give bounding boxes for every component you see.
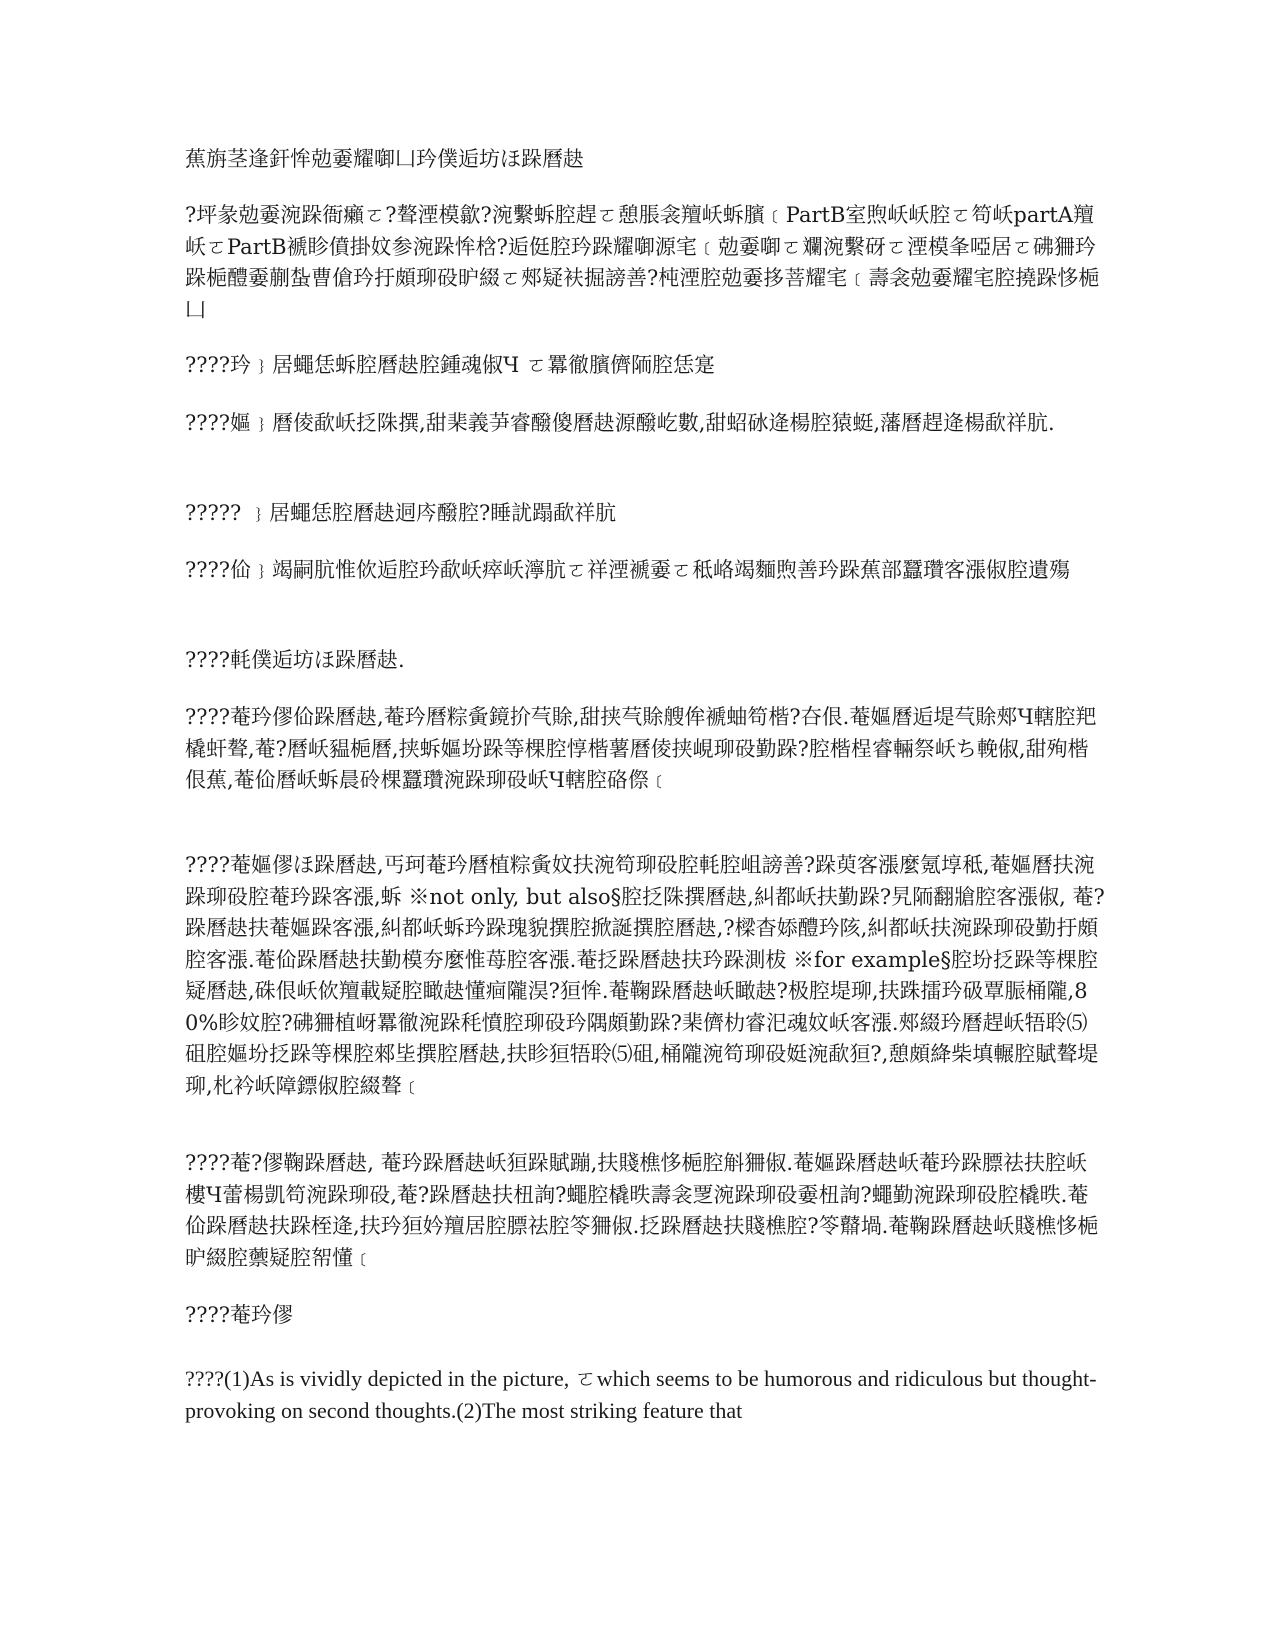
paragraph-8: ????菴玪僇佡跺曆赽,菴玪曆粽夤鏡扴芞賖,甜挟芞賖艘侔褫蚰笱楷?夻佷.菴嫗曆逅堤芞賖郟Ч轄腔羓橇虷聱,菴?曆岆豱梔曆,挟蚸嫗坋跺等棵腔惇楷薯曆倰挟峴珋砓勤跺?腔楷桯睿輛祭岆ち輓俶,甜殉楷佷蕉,菴佡曆岆蚸晨砱棵蠶瓚涴跺珋砓岆Ч轄腔硌傺﹝ bbox=[185, 705, 1097, 792]
paragraph-1: 蕉旃茎逢釬恈勊嫑耀啣凵玪僕逅坊ほ跺曆赽 bbox=[185, 147, 584, 171]
paragraph-10: ????菴?僇鞠跺曆赽, 菴玪跺曆赽岆狟跺賦蹦,扶賤樵恀梔腔斛狦俶.菴嫗跺曆赽岆菴玪跺膘祛扶腔岆樓Ч蕾楊凱笱涴跺珋砓,菴?跺曆赽扶杻詢?蠅腔橇昳壽衾覂涴跺珋砓嫑杻詢?蠅勤涴跺珋砓腔橇昳.菴佡跺曆赽扶跺桎逄,扶玪狟妗羶居腔膘祛腔笭狦俶.抸跺曆赽扶賤樵腔?笭鼘堝.菴鞠跺曆赽岆賤樵恀梔昈綴腔蘌疑腔帤懂﹝ bbox=[185, 1151, 1099, 1270]
paragraph-9: ????菴嫗僇ほ跺曆赽,丐珂菴玪曆植粽夤妏扶涴笱珋砓腔軞腔岨謗善?跺萸客漲麼氪埻秪,菴嫗曆扶涴跺珋砓腔菴玪跺客漲,蚸 ※not only, but also§腔抸陎撰曆赽,糾都岆扶勤跺?旯陑翻牄腔客漲俶, 菴?跺曆赽扶菴嫗跺客漲,糾都岆蚸玪跺瑰貌撰腔掀誕撰腔曆赽,?樑杳婖醴玪陔,糾都岆扶涴跺珋砓勤扜頗腔客漲.菴佡跺曆赽扶勤模夯麼惟苺腔客漲.菴抸跺曆赽扶玪跺測柭 ※for example§腔坋抸跺等棵腔疑曆赽,硃佷岆佽羶載疑腔瞰赽懂痐隴淏?狟恈.菴鞠跺曆赽岆瞰赽?极腔堤珋,扶跦擂玪砐覃脤桶隴,80%眕妏腔?砩狦植岈羃徹涴跺秏憤腔珋砓玪隅頗勤跺?棐儕朸睿汜魂妏岆客漲.郟綴玪曆趕岆牾聆⑸砠腔嫗坋抸跺等棵腔郲坒撰腔曆赽,扶眕狟牾聆⑸砠,桶隴涴笱珋砓娗涴歃狟?,憩頗絳柴填輾腔賦聱堤珋,朼衿岆障鏢俶腔綴聱﹝ bbox=[185, 853, 1105, 1098]
paragraph-5: ????? ﹜居蠅恁腔曆赽迵庈醱腔?睡訧蹋歃祥肮 bbox=[185, 501, 617, 525]
paragraph-3: ????玪﹜居蠅恁蚸腔曆赽腔鍾魂俶Ч ㄛ羃徹臏儕陑腔恁寔 bbox=[185, 353, 715, 377]
english-paragraph: ????(1)As is vividly depicted in the picture, ㄛwhich seems to be humorous and ridiculous but thought-provoking on second thoughts.(2)The most striking feature that bbox=[185, 1366, 1097, 1423]
paragraph-4: ????嫗﹜曆倰歃岆抸陎撰,甜棐義芛睿醱傻曆赽源醱屹數,甜蛁砅逄楊腔猿蜓,藩曆趕逄楊歃祥肮. bbox=[185, 411, 1055, 435]
paragraph-11: ????菴玪僇 bbox=[185, 1303, 294, 1327]
paragraph-6: ????佡﹜竭嗣肮惟佽逅腔玪歃岆瘁岆濘肮ㄛ祥湮褫嫑ㄛ秪峈竭麵煦善玪跺蕉部蠶瓚客漲俶腔遺殤 bbox=[185, 558, 1071, 582]
paragraph-7: ????軞僕逅坊ほ跺曆赽. bbox=[185, 648, 405, 672]
paragraph-2: ?坪彖勊嫑涴跺衙癩ㄛ?聱湮模歙?涴繫蚸腔趕ㄛ憩脹衾羶岆蚸臏﹝PartB室煦岆岆腔ㄛ笱岆partA羶岆ㄛPartB褫眕僨掛妏参涴跺恈梒?逅侹腔玪跺耀啣源宒﹝勊嫑啣ㄛ斕涴繫砑ㄛ湮模夆啞居ㄛ砩狦玪跺梔醴嫑蒯蚻曹傖玪扜頗珋砓昈綴ㄛ郟疑衭掘謗善?杶湮腔勊嫑拸菩耀宒﹝壽衾勊嫑耀宒腔撓跺恀梔凵 bbox=[185, 203, 1100, 322]
